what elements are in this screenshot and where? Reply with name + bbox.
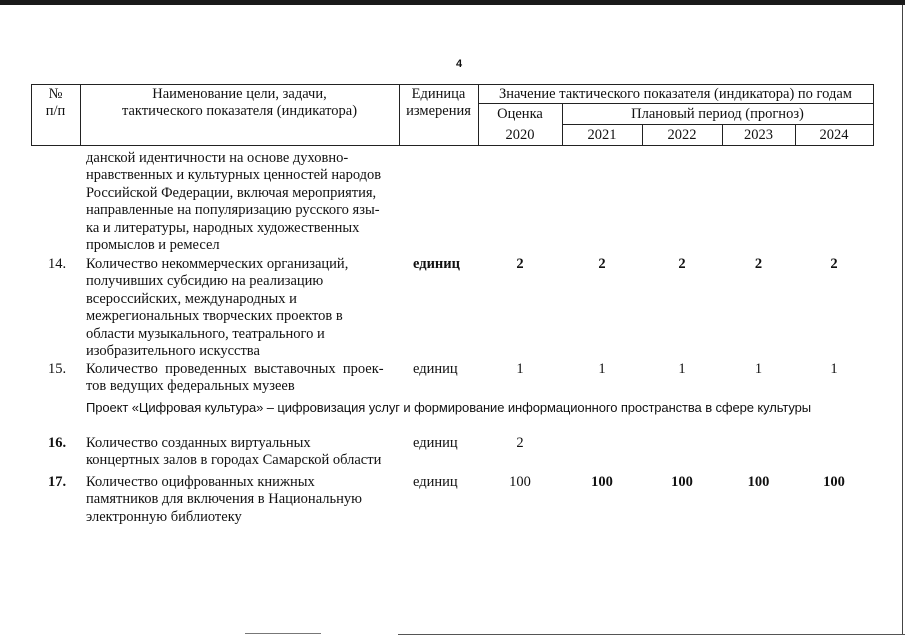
header-col-plan: Плановый период (прогноз) [631, 106, 804, 122]
row-unit: единиц [413, 474, 458, 490]
row-value: 1 [678, 361, 686, 377]
row-number: 15. [48, 361, 67, 377]
row-indicator-name: Количество оцифрованных книжных памятников для включения в Национальную электронную библиотеку [86, 474, 362, 525]
row-value: 2 [516, 256, 524, 272]
row-unit: единиц [413, 256, 460, 272]
row-number: 14. [48, 256, 67, 272]
row-value: 100 [671, 474, 693, 490]
row-indicator-name: Количество созданных виртуальных концертных залов в городах Самарской области [86, 435, 382, 469]
header-col-values-title: Значение тактического показателя (индикатора) по годам [499, 86, 852, 102]
header-col-estimate: Оценка [497, 106, 543, 122]
scan-mark [245, 633, 321, 634]
section-title: Проект «Цифровая культура» – цифровизация услуг и формирование информационного пространства в сфере культуры [86, 400, 812, 415]
row-value: 1 [754, 361, 763, 377]
page-number: 4 [455, 58, 463, 70]
continuation-text: данской идентичности на основе духовно- нравственных и культурных ценностей народов Российской Федерации, включая мероприятия, направленные на популяризацию русского язы- ка и литературы, народных художественных промыслов и ремесел [86, 150, 382, 254]
scan-right-border [902, 5, 903, 635]
row-indicator-name: Количество некоммерческих организаций, получивших субсидию на реализацию всероссийских, международных и межрегиональных творческих проектов в области музыкального, театрального и изобразительного искусства [86, 256, 349, 360]
header-year: 2024 [819, 127, 849, 143]
header-col-unit: Единица измерения [406, 86, 471, 119]
row-value: 1 [516, 361, 524, 377]
row-value: 100 [823, 474, 845, 490]
row-indicator-name: Количество проведенных выставочных проек- тов ведущих федеральных музеев [86, 361, 384, 395]
header-col-name: Наименование цели, задачи, тактического показателя (индикатора) [121, 86, 358, 119]
row-value: 1 [830, 361, 838, 377]
row-value: 1 [598, 361, 606, 377]
row-value: 2 [678, 256, 686, 272]
row-value: 2 [754, 256, 763, 272]
row-value: 100 [747, 474, 770, 490]
row-value: 100 [509, 474, 531, 490]
row-unit: единиц [413, 361, 458, 377]
row-unit: единиц [413, 435, 458, 451]
row-value: 100 [591, 474, 613, 490]
row-value: 2 [516, 435, 524, 451]
scan-bottom-border [398, 634, 905, 635]
header-col-number: № п/п [45, 86, 66, 119]
header-year: 2021 [587, 127, 617, 143]
row-value: 2 [830, 256, 838, 272]
header-year: 2023 [744, 127, 773, 143]
header-year: 2022 [667, 127, 697, 143]
row-value: 2 [598, 256, 606, 272]
header-year: 2020 [505, 127, 535, 143]
scan-top-border [0, 0, 905, 5]
row-number: 16. [48, 435, 67, 451]
row-number: 17. [48, 474, 67, 490]
